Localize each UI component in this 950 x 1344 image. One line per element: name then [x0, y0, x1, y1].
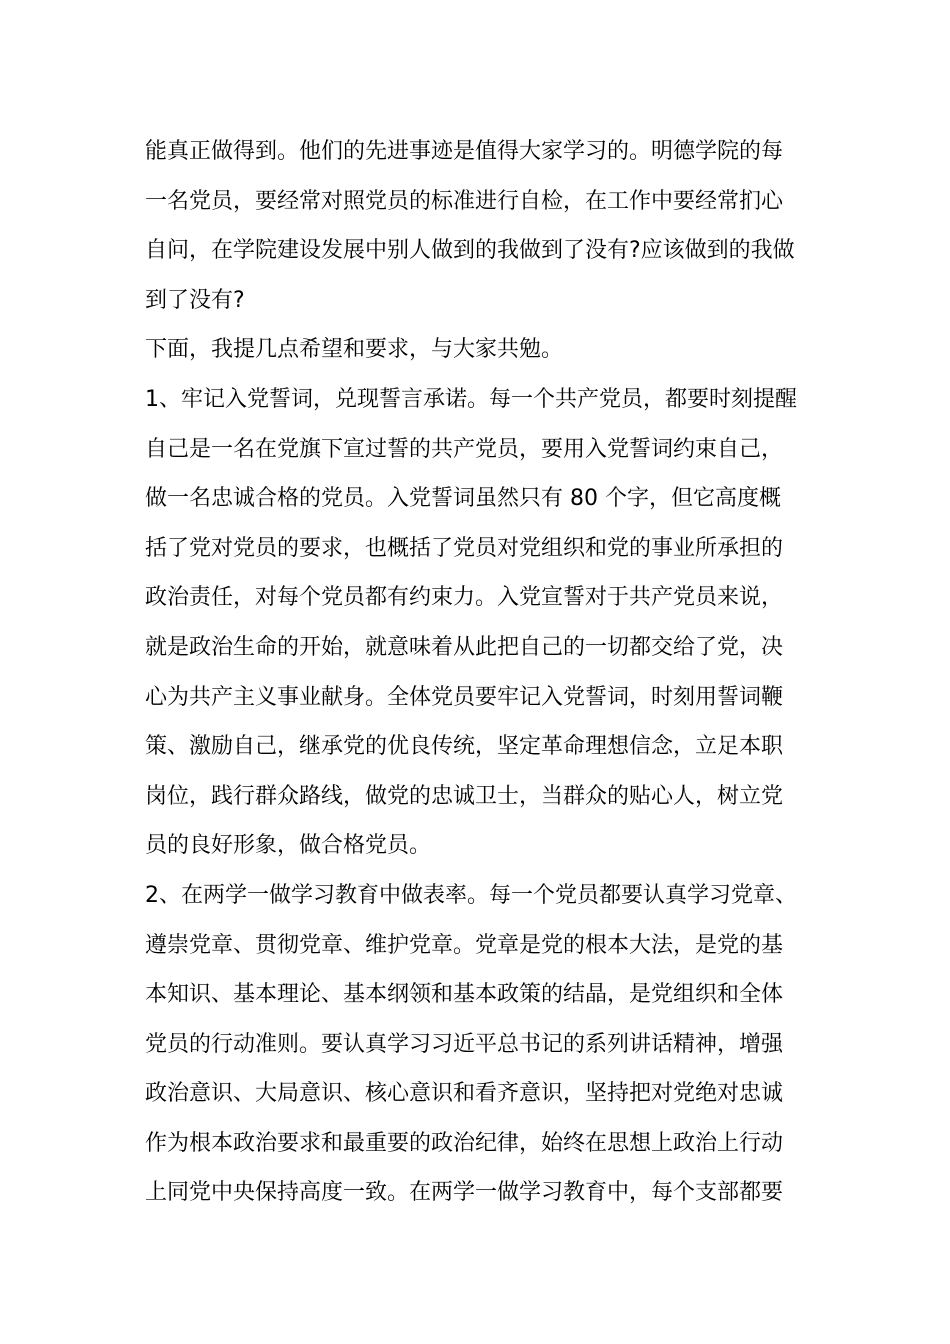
text-line: 策、激励自己，继承党的优良传统，坚定革命理想信念，立足本职 — [145, 734, 784, 760]
text-line: 上同党中央保持高度一致。在两学一做学习教育中，每个支部都要 — [145, 1180, 784, 1206]
text-line: 员的良好形象，做合格党员。 — [145, 833, 432, 859]
text-line: 心为共产主义事业献身。全体党员要牢记入党誓词，时刻用誓词鞭 — [145, 684, 784, 710]
text-line: 做一名忠诚合格的党员。入党誓词虽然只有 80 个字，但它高度概 — [145, 486, 781, 512]
text-line: 自己是一名在党旗下宣过誓的共产党员，要用入党誓词约束自己， — [145, 436, 784, 462]
text-line: 政治责任，对每个党员都有约束力。入党宣誓对于共产党员来说， — [145, 585, 784, 611]
text-line: 自问，在学院建设发展中别人做到的我做到了没有?应该做到的我做 — [145, 238, 795, 264]
text-line: 作为根本政治要求和最重要的政治纪律，始终在思想上政治上行动 — [145, 1130, 784, 1156]
text-line: 到了没有? — [145, 287, 245, 313]
text-line: 岗位，践行群众路线，做党的忠诚卫士，当群众的贴心人，树立党 — [145, 783, 784, 809]
text-line: 一名党员，要经常对照党员的标准进行自检，在工作中要经常扪心 — [145, 188, 784, 214]
text-line: 2、在两学一做学习教育中做表率。每一个党员都要认真学习党章、 — [145, 882, 797, 908]
text-line: 括了党对党员的要求，也概括了党员对党组织和党的事业所承担的 — [145, 535, 784, 561]
body-text — [145, 127, 815, 1218]
text-line: 党员的行动准则。要认真学习习近平总书记的系列讲话精神，增强 — [145, 1031, 784, 1057]
text-line: 本知识、基本理论、基本纲领和基本政策的结晶，是党组织和全体 — [145, 982, 784, 1008]
text-line: 能真正做得到。他们的先进事迹是值得大家学习的。明德学院的每 — [145, 139, 784, 164]
text-line: 政治意识、大局意识、核心意识和看齐意识，坚持把对党绝对忠诚 — [145, 1081, 784, 1107]
text-line: 遵崇党章、贯彻党章、维护党章。党章是党的根本大法，是党的基 — [145, 932, 784, 958]
text-line: 下面，我提几点希望和要求，与大家共勉。 — [145, 337, 564, 363]
text-line: 1、牢记入党誓词，兑现誓言承诺。每一个共产党员，都要时刻提醒 — [145, 386, 797, 412]
text-line: 就是政治生命的开始，就意味着从此把自己的一切都交给了党，决 — [145, 634, 784, 660]
